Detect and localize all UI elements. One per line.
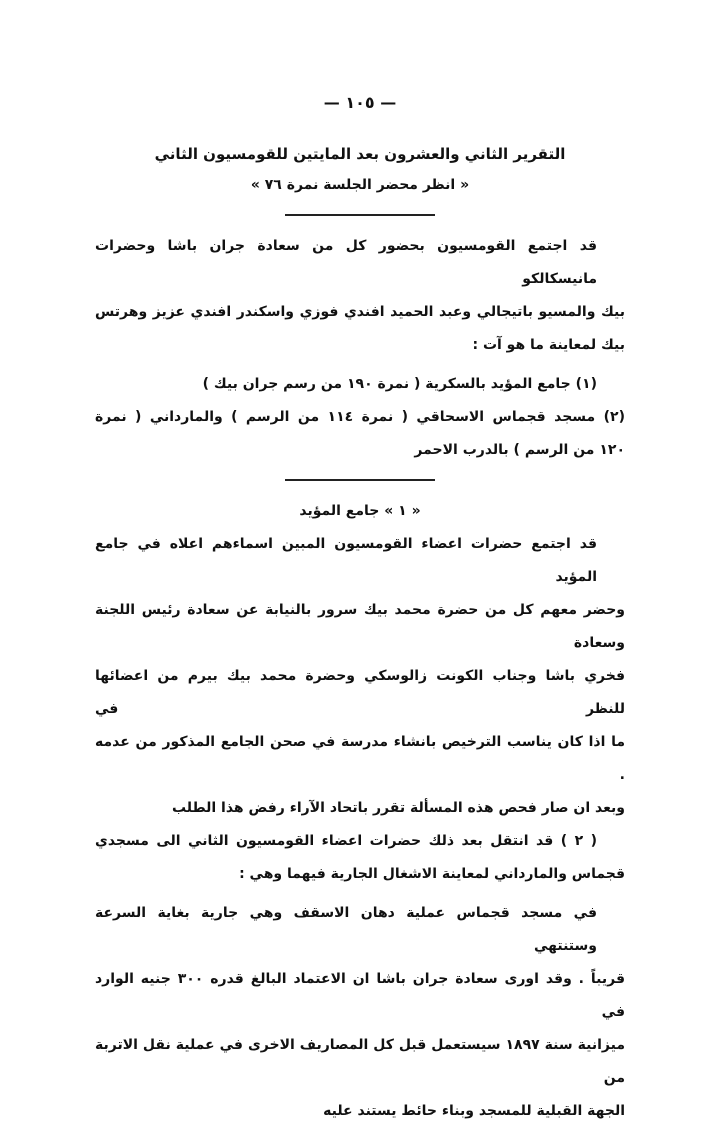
paragraph-line: في مسجد قجماس عملية دهان الاسقف وهي جارية بغاية السرعة وستنتهي bbox=[95, 905, 597, 954]
paragraph-line: قد اجتمع حضرات اعضاء القومسيون المبين اسماءهم اعلاه في جامع المؤيد bbox=[95, 536, 597, 585]
page-number: — ١٠٥ — bbox=[323, 93, 397, 112]
list-item: (٢) مسجد قجماس الاسحاقي ( نمرة ١١٤ من الرسم ) والمارداني ( نمرة bbox=[95, 409, 625, 425]
report-subtitle: « انظر محضر الجلسة نمرة ٧٦ » bbox=[250, 177, 470, 193]
intro-line: قد اجتمع القومسيون بحضور كل من سعادة جران باشا وحضرات مانيسكالكو bbox=[95, 238, 597, 287]
paragraph-line: قريباً . وقد اورى سعادة جران باشا ان الاعتماد البالغ قدره ٣٠٠ جنيه الوارد في bbox=[95, 971, 625, 1020]
list-item: (١) جامع المؤيد بالسكرية ( نمرة ١٩٠ من رسم جران بيك ) bbox=[202, 376, 597, 392]
paragraph-line: فخري باشا وجناب الكونت زالوسكي وحضرة محمد بيك بيرم من اعضائها للنظر في bbox=[95, 668, 625, 717]
list-item: ١٢٠ من الرسم ) بالدرب الاحمر bbox=[414, 442, 625, 458]
divider bbox=[285, 214, 435, 216]
paragraph-line: وبعد ان صار فحص هذه المسألة تقرر باتحاد الآراء رفض هذا الطلب bbox=[171, 800, 625, 816]
paragraph-line: ميزانية سنة ١٨٩٧ سيستعمل قبل كل المصاريف الاخرى في عملية نقل الاتربة من bbox=[95, 1037, 625, 1086]
report-title: التقرير الثاني والعشرون بعد المايتين للقومسيون الثاني bbox=[154, 145, 566, 163]
paragraph-line: قجماس والمارداني لمعاينة الاشغال الجارية فيهما وهي : bbox=[239, 866, 625, 882]
intro-line: بيك لمعاينة ما هو آت : bbox=[472, 337, 625, 353]
section-heading: « ١ » جامع المؤيد bbox=[299, 503, 421, 519]
paragraph-line: وحضر معهم كل من حضرة محمد بيك سرور بالنيابة عن سعادة رئيس اللجنة وسعادة bbox=[95, 602, 625, 651]
paragraph-line: ما اذا كان يناسب الترخيص بانشاء مدرسة في صحن الجامع المذكور من عدمه . bbox=[95, 734, 625, 783]
paragraph-line: ( ٢ ) قد انتقل بعد ذلك حضرات اعضاء القومسيون الثاني الى مسجدي bbox=[95, 833, 597, 849]
divider bbox=[285, 479, 435, 481]
paragraph-line: الجهة القبلية للمسجد وبناء حائط يستند عليه bbox=[323, 1103, 625, 1119]
intro-line: بيك والمسيو باتيجالي وعبد الحميد افندي فوزي واسكندر افندي عزيز وهرتس bbox=[95, 304, 625, 320]
